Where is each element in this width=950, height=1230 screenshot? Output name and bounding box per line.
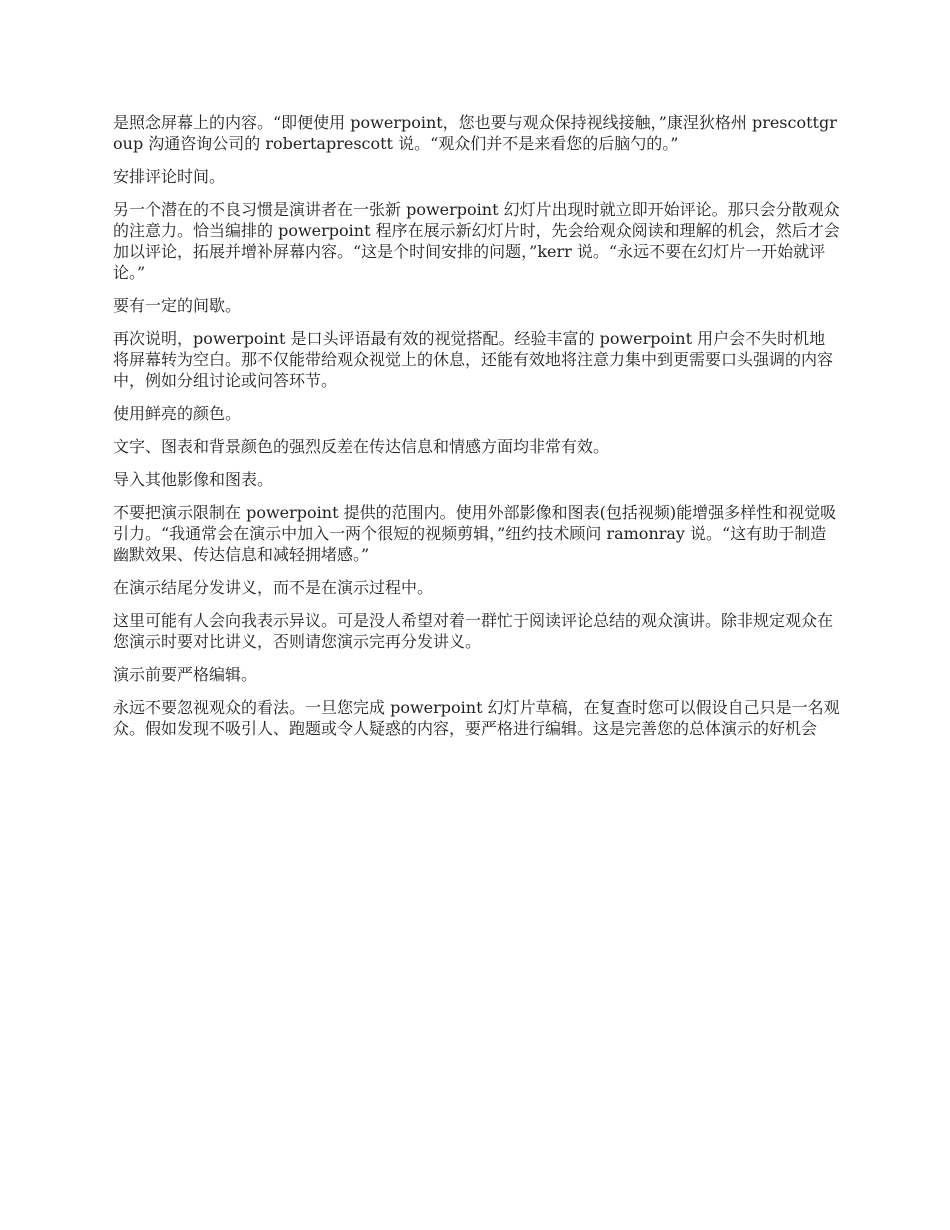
heading-handouts: 在演示结尾分发讲义，而不是在演示过程中。 [113,578,434,597]
paragraph-edit: 永远不要忽视观众的看法。一旦您完成 powerpoint 幻灯片草稿，在复查时您可以假设自己只是一名观众。假如发现不吸引人、跑题或令人疑惑的内容，要严格进行编辑。这是完善您的总体演示的好机会 [113,698,840,738]
heading-bright-colors: 使用鲜亮的颜色。 [113,404,242,423]
paragraph-schedule-comments: 另一个潜在的不良习惯是演讲者在一张新 powerpoint 幻灯片出现时就立即开始评论。那只会分散观众的注意力。恰当编排的 powerpoint 程序在展示新幻灯片时，先会给观众阅读和理解的机会，然后才会加以评论，拓展并增补屏幕内容。“这是个时间安排的问题，”kerr 说。“永远不要在幻灯片一开始就评论。” [113,200,840,282]
heading-edit: 演示前要严格编辑。 [113,665,258,684]
heading-pauses: 要有一定的间歇。 [113,296,242,315]
paragraph-bright-colors: 文字、图表和背景颜色的强烈反差在传达信息和情感方面均非常有效。 [113,437,610,456]
heading-import-images: 导入其他影像和图表。 [113,470,274,489]
document-body [113,112,841,751]
paragraph-eye-contact: 是照念屏幕上的内容。“即便使用 powerpoint，您也要与观众保持视线接触，”康涅狄格州 prescottgroup 沟通咨询公司的 robertaprescott 说。“观众们并不是来看您的后脑勺的。” [113,113,837,153]
paragraph-handouts: 这里可能有人会向我表示异议。可是没人希望对着一群忙于阅读评论总结的观众演讲。除非规定观众在您演示时要对比讲义，否则请您演示完再分发讲义。 [113,611,834,651]
paragraph-pauses: 再次说明，powerpoint 是口头评语最有效的视觉搭配。经验丰富的 powerpoint 用户会不失时机地将屏幕转为空白。那不仅能带给观众视觉上的休息，还能有效地将注意力集中到更需要口头强调的内容中，例如分组讨论或问答环节。 [113,329,834,390]
paragraph-import-images: 不要把演示限制在 powerpoint 提供的范围内。使用外部影像和图表(包括视频)能增强多样性和视觉吸引力。“我通常会在演示中加入一两个很短的视频剪辑，”纽约技术顾问 ramonray 说。“这有助于制造幽默效果、传达信息和减轻拥堵感。” [113,503,837,564]
heading-schedule-comments: 安排评论时间。 [113,167,226,186]
